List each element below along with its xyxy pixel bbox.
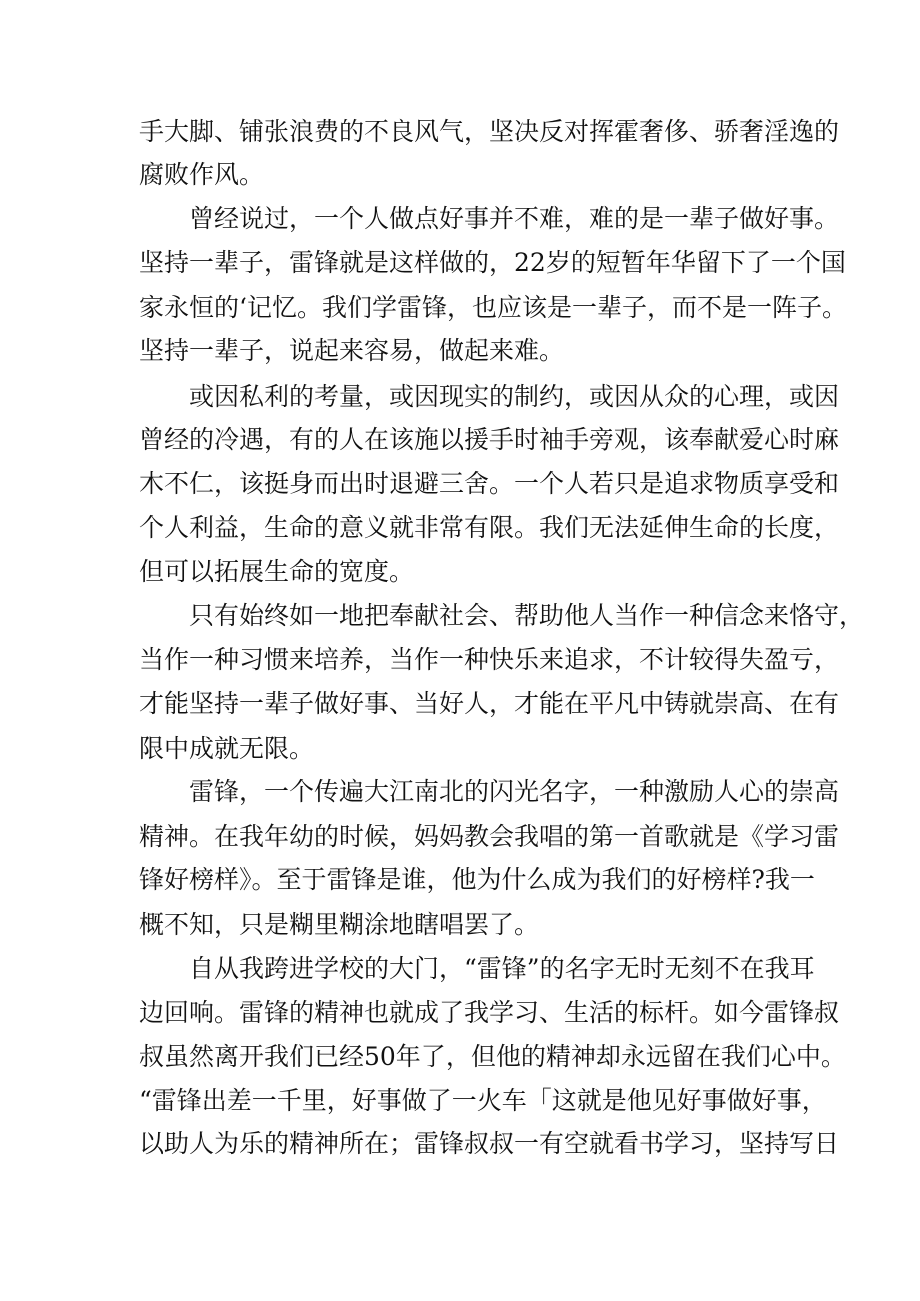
text-line: 木不仁，该挺身而出时退避三舍。一个人若只是追求物质享受和: [139, 469, 840, 498]
text-line: 才能坚持一辈子做好事、当好人，才能在平凡中铸就崇高、在有: [139, 689, 840, 718]
paragraph-start-line: 只有始终如一地把奉献社会、帮助他人当作一种信念来恪守，: [189, 601, 865, 630]
text-line: 限中成就无限。: [139, 734, 315, 763]
paragraph-start-line: 曾经说过，一个人做点好事并不难，难的是一辈子做好事。: [189, 204, 840, 233]
text-line: 以助人为乐的精神所在；雷锋叔叔一有空就看书学习，坚持写日: [139, 1129, 840, 1158]
text-line: 腐败作风。: [139, 160, 265, 189]
text-line: 但可以拓展生命的宽度。: [139, 557, 415, 586]
text-line: 坚持一辈子，说起来容易，做起来难。: [139, 336, 565, 365]
paragraph-start-line: 或因私利的考量，或因现实的制约，或因从众的心理，或因: [189, 382, 840, 411]
text-line: 概不知，只是糊里糊涂地瞎唱罢了。: [139, 910, 540, 939]
paragraph-start-line: 自从我跨进学校的大门，“雷锋”的名字无时无刻不在我耳: [189, 954, 815, 983]
text-line: “雷锋出差一千里，好事做了一火车「这就是他见好事做好事，: [139, 1086, 827, 1115]
text-line: 个人利益，生命的意义就非常有限。我们无法延伸生命的长度，: [139, 513, 840, 542]
text-line: 家永恒的‘记忆。我们学雷锋，也应该是一辈子，而不是一阵子。: [139, 293, 847, 322]
text-line: 锋好榜样》。至于雷锋是谁，他为什么成为我们的好榜样?我一: [139, 865, 815, 894]
text-line: 当作一种习惯来培养，当作一种快乐来追求，不计较得失盈亏，: [139, 645, 840, 674]
text-line: 叔虽然离开我们已经50年了，但他的精神却永远留在我们心中。: [139, 1042, 846, 1071]
paragraph-start-line: 雷锋，一个传遍大江南北的闪光名字，一种激励人心的崇高: [189, 777, 840, 806]
text-line: 边回响。雷锋的精神也就成了我学习、生活的标杆。如今雷锋叔: [139, 998, 840, 1027]
text-line: 精神。在我年幼的时候，妈妈教会我唱的第一首歌就是《学习雷: [139, 822, 840, 851]
text-line: 坚持一辈子，雷锋就是这样做的，22岁的短暂年华留下了一个国: [139, 248, 846, 277]
text-line: 曾经的冷遇，有的人在该施以援手时袖手旁观，该奉献爱心时麻: [139, 425, 840, 454]
text-line: 手大脚、铺张浪费的不良风气，坚决反对挥霍奢侈、骄奢淫逸的: [139, 117, 840, 146]
